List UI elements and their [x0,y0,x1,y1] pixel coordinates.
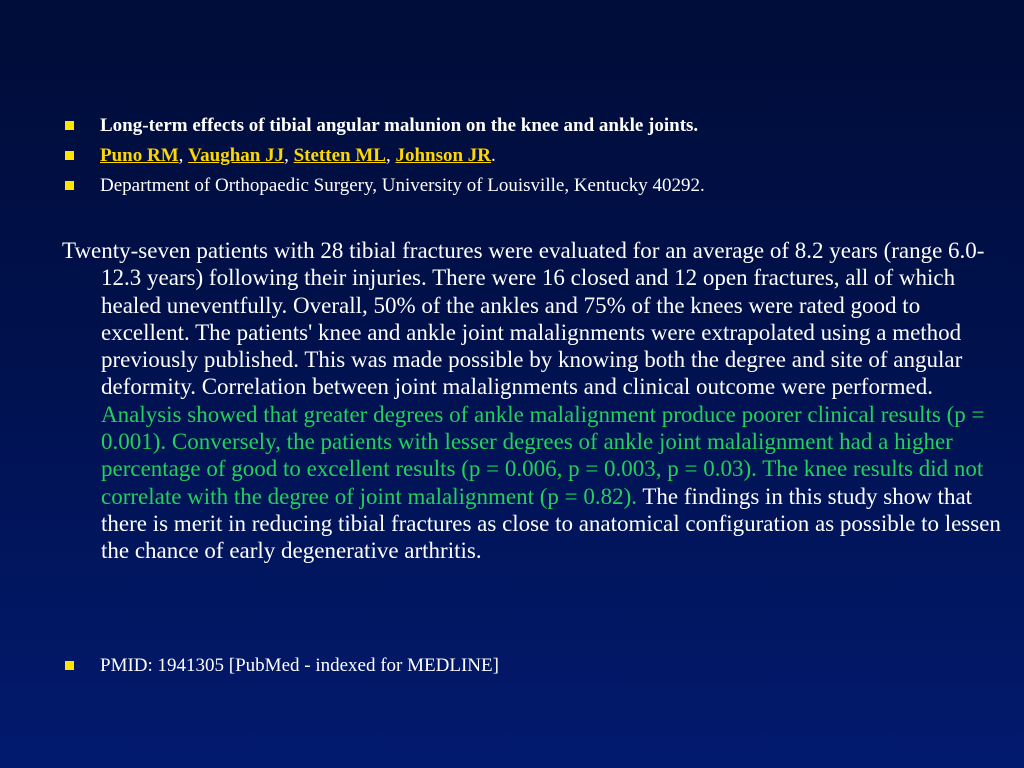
title-item [0,111,1024,141]
abstract-text-intro: Twenty-seven patients with 28 tibial fractures were evaluated for an average of 8.2 years (range 6.0-12.3 years) following their injuries. There were 16 closed and 12 open fractures, all of which healed uneventfully. Overall, 50% of the ankles and 75% of the knees were rated good to excellent. The patients' knee and ankle joint malalignments were extrapolated using a method previously published. This was made possible by knowing both the degree and site of angular deformity. Correlation between joint malalignments and clinical outcome were performed. [62,238,985,400]
abstract-text-conclusion: The findings in this study show that there is merit in reducing tibial fractures as close to anatomical configuration as possible to lessen the chance of early degenerative arthritis. [101,483,1001,564]
square-bullet-icon [65,151,74,160]
author-end: . [491,145,496,166]
affiliation-text: Department of Orthopaedic Surgery, University of Louisville, Kentucky 40292. [100,175,705,196]
square-bullet-icon [65,121,74,130]
abstract-paragraph [62,237,1013,565]
affiliation-item [0,171,1024,201]
author-separator: , [178,145,189,166]
author-link-stetten[interactable]: Stetten ML [293,145,386,166]
square-bullet-icon [65,661,74,670]
citation-list [0,111,1024,201]
footer-list [0,651,1024,681]
pmid-item [0,651,1024,681]
author-link-vaughan[interactable]: Vaughan JJ [188,145,285,166]
authors-item [0,141,1024,171]
author-separator: , [385,145,396,166]
author-separator: , [284,145,294,166]
abstract-highlighted-results: Analysis showed that greater degrees of ankle malalignment produce poorer clinical results (p = 0.001). Conversely, the patients with lesser degrees of ankle joint malalignment had a higher percentage of good to excellent results (p = 0.006, p = 0.003, p = 0.03). The knee results did not correlate with the degree of joint malalignment (p = 0.82). [101,401,985,509]
article-title: Long-term effects of tibial angular malunion on the knee and ankle joints. [100,115,699,136]
author-link-puno[interactable]: Puno RM [100,145,179,166]
pmid-text: PMID: 1941305 [PubMed - indexed for MEDLINE] [100,655,499,676]
author-link-johnson[interactable]: Johnson JR [395,145,492,166]
square-bullet-icon [65,181,74,190]
